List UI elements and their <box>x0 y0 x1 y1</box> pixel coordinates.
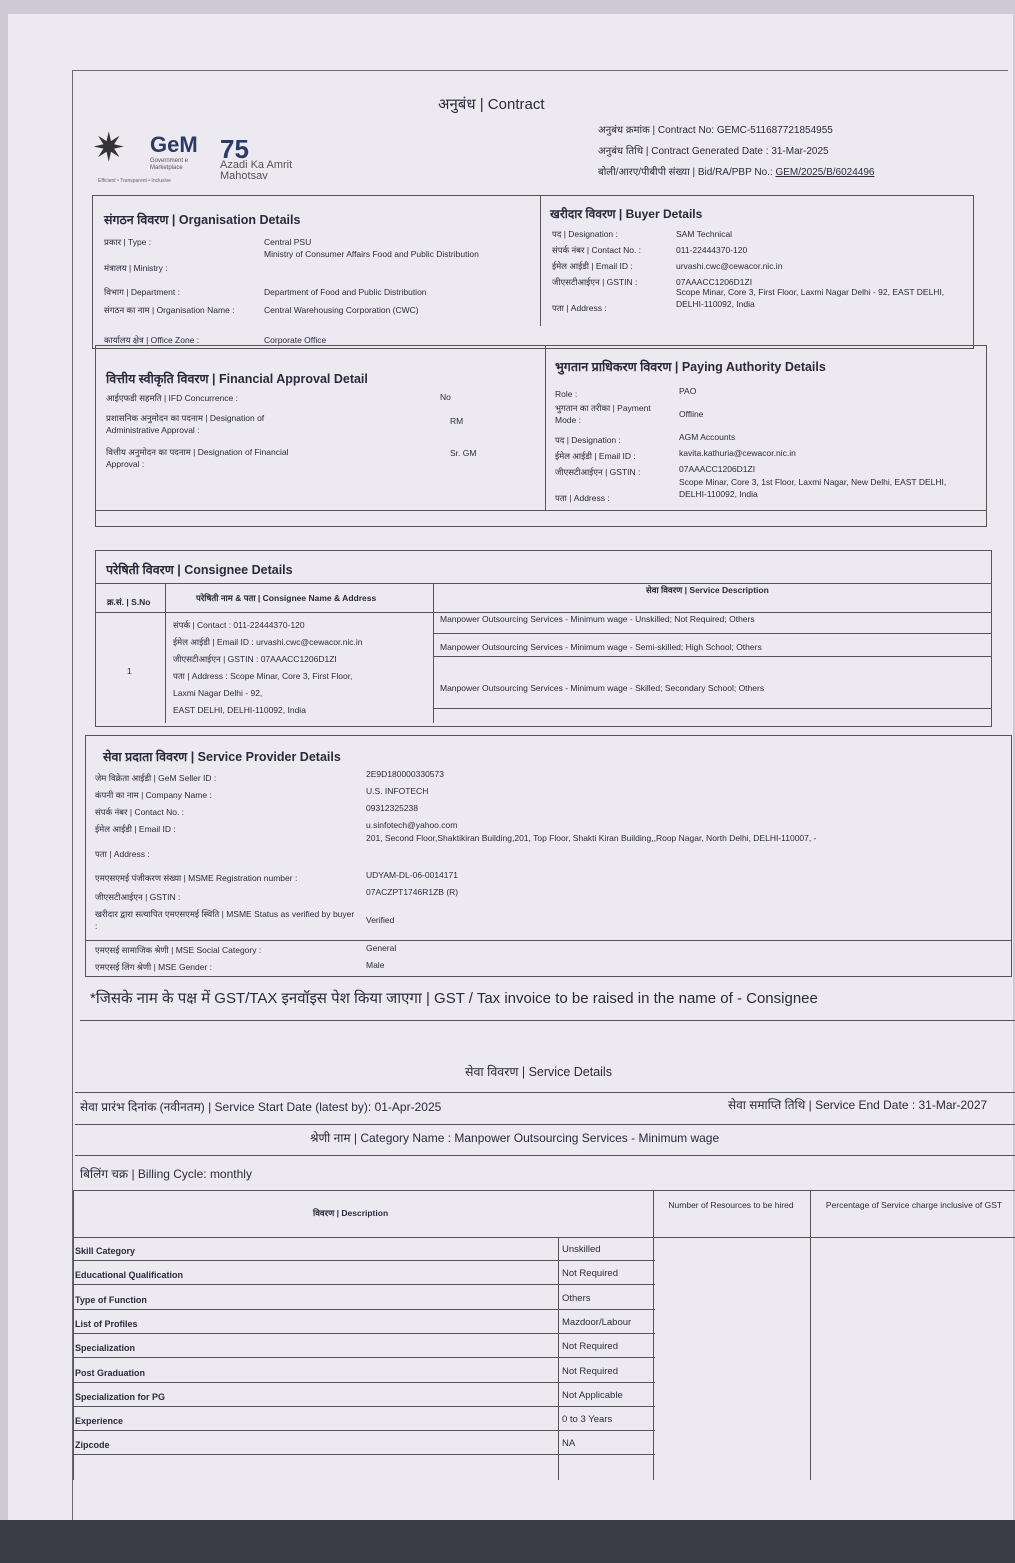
provider-row-label: ईमेल आईडी | Email ID : <box>95 824 176 834</box>
finance-row-value: No <box>440 392 451 402</box>
desc-table-header-bottom <box>73 1237 1015 1238</box>
consignee-col1 <box>165 583 166 723</box>
desc-row-label: Experience <box>75 1416 124 1427</box>
org-row-value: Ministry of Consumer Affairs Food and Public Distribution <box>264 249 479 259</box>
percent-col-header: Percentage of Service charge inclusive of GST <box>825 1200 1003 1210</box>
desc-row-value: NA <box>562 1438 576 1450</box>
provider-row-label: पता | Address : <box>95 849 150 859</box>
org-row-label: संगठन का नाम | Organisation Name : <box>104 305 235 315</box>
desc-row-divider <box>73 1357 655 1358</box>
finance-heading: वित्तीय स्वीकृति विवरण | Financial Approval Detail <box>106 372 368 386</box>
org-row-label: कार्यालय क्षेत्र | Office Zone : <box>104 335 200 345</box>
desc-row-divider <box>73 1382 655 1383</box>
service-start: सेवा प्रारंभ दिनांक (नवीनतम) | Service Start Date (latest by): 01-Apr-2025 <box>80 1100 442 1114</box>
gem-logo-tagline: Efficient • Transparent • Inclusive <box>98 178 171 184</box>
provider-row-label: एमएसई लिंग श्रेणी | MSE Gender : <box>95 962 213 972</box>
bid-number: बोली/आरए/पीबीपी संख्या | Bid/RA/PBP No.: GEM/2025/B/6024496 <box>598 167 875 178</box>
paying-heading: भुगतान प्राधिकरण विवरण | Paying Authority Details <box>555 360 826 374</box>
buyer-row-value: 07AAACC1206D1ZI <box>676 277 753 287</box>
consignee-svc-line3 <box>433 708 991 709</box>
desc-row-label: Specialization <box>75 1343 136 1354</box>
org-row-label: विभाग | Department : <box>104 287 180 297</box>
desc-col-left <box>73 1190 74 1480</box>
buyer-row-label: जीएसटीआईएन | GSTIN : <box>552 277 638 287</box>
consignee-header-top <box>95 583 992 584</box>
provider-row-label: एमएसई सामाजिक श्रेणी | MSE Social Category : <box>95 945 262 955</box>
desc-table-top <box>73 1190 1015 1191</box>
consignee-address-line: ईमेल आईडी | Email ID : urvashi.cwc@cewacor.nic.in <box>173 637 363 647</box>
consignee-address-line: संपर्क | Contact : 011-22444370-120 <box>173 620 305 630</box>
resources-col-header: Number of Resources to be hired <box>668 1200 794 1210</box>
desc-row-divider <box>73 1406 655 1407</box>
contract-meta <box>598 120 874 183</box>
consignee-service-item: Manpower Outsourcing Services - Minimum wage - Skilled; Secondary School; Others <box>440 683 765 693</box>
contract-number: अनुबंध क्रमांक | Contract No: GEMC-511687721854955 <box>598 125 833 136</box>
finance-row-label: आईएफडी सहमति | IFD Concurrence : <box>106 393 238 403</box>
provider-row-value: 09312325238 <box>366 803 419 813</box>
desc-row-value: Others <box>562 1292 591 1304</box>
provider-row-value: 07ACZPT1746R1ZB (R) <box>366 887 459 897</box>
finance-paying-bottom <box>95 510 987 511</box>
azadi-logo-text: Azadi Ka Amrit Mahotsav <box>220 159 293 182</box>
desc-row-value: Unskilled <box>562 1244 601 1255</box>
desc-row-divider <box>73 1333 655 1334</box>
paying-row-value: AGM Accounts <box>679 432 736 442</box>
service-end: सेवा समाप्ति तिथि | Service End Date : 31-Mar-2027 <box>728 1098 988 1112</box>
paying-row-label: भुगतान का तरीका | Payment Mode : <box>555 403 651 425</box>
contract-date: अनुबंध तिथि | Contract Generated Date : 31-Mar-2025 <box>598 146 829 157</box>
paying-row-label: पद | Designation : <box>555 435 621 445</box>
desc-row-value: Not Required <box>562 1341 618 1353</box>
service-line1 <box>75 1092 1015 1093</box>
buyer-row-label: पद | Designation : <box>552 229 618 239</box>
billing-cycle: बिलिंग चक्र | Billing Cycle: monthly <box>80 1167 252 1181</box>
finance-row-value: RM <box>450 416 464 426</box>
org-row-value: Department of Food and Public Distribution <box>264 287 427 297</box>
header-logos <box>92 128 342 190</box>
paying-row-value: kavita.kathuria@cewacor.nic.in <box>679 448 796 458</box>
category-name: श्रेणी नाम | Category Name : Manpower Outsourcing Services - Minimum wage <box>310 1131 720 1145</box>
desc-row-value: 0 to 3 Years <box>562 1414 613 1426</box>
paying-row-value: 07AAACC1206D1ZI <box>679 464 756 474</box>
photo-shadow <box>0 1520 1015 1563</box>
provider-row-label: संपर्क नंबर | Contact No. : <box>95 807 185 817</box>
org-heading: संगठन विवरण | Organisation Details <box>104 213 301 227</box>
gst-note-line <box>80 1020 1015 1021</box>
buyer-heading: खरीदार विवरण | Buyer Details <box>550 207 703 221</box>
provider-row-value: UDYAM-DL-06-0014171 <box>366 870 458 880</box>
consignee-col-service: सेवा विवरण | Service Description <box>646 585 769 595</box>
consignee-svc-line2 <box>433 656 991 657</box>
desc-col-value <box>558 1237 559 1480</box>
org-row-value: Central PSU <box>264 237 312 247</box>
desc-row-divider <box>73 1454 655 1455</box>
buyer-row-label: पता | Address : <box>552 303 607 313</box>
consignee-address-line: जीएसटीआईएन | GSTIN : 07AAACC1206D1ZI <box>173 654 337 664</box>
org-buyer-divider <box>540 196 541 326</box>
consignee-address-line: EAST DELHI, DELHI-110092, India <box>173 705 306 715</box>
paying-row-label: ईमेल आईडी | Email ID : <box>555 451 636 461</box>
consignee-svc-line1 <box>433 633 991 634</box>
gem-logo-subtitle: Government e Marketplace <box>150 158 189 171</box>
bid-number-link[interactable]: GEM/2025/B/6024496 <box>775 167 875 178</box>
provider-row-label: कंपनी का नाम | Company Name : <box>95 790 212 800</box>
desc-row-label: Specialization for PG <box>75 1391 166 1402</box>
desc-col-res <box>653 1190 654 1480</box>
consignee-address-line: Laxmi Nagar Delhi - 92, <box>173 688 263 698</box>
desc-row-value: Not Required <box>562 1365 618 1377</box>
finance-paying-divider <box>545 346 546 511</box>
consignee-header-bottom <box>95 612 992 613</box>
desc-row-value: Not Required <box>562 1268 618 1280</box>
desc-col-pct <box>810 1190 811 1480</box>
finance-row-value: Sr. GM <box>450 448 477 458</box>
org-row-label: मंत्रालय | Ministry : <box>104 263 168 273</box>
finance-row-label: प्रशासनिक अनुमोदन का पदनाम | Designation of Administrative Approval : <box>106 413 265 435</box>
consignee-heading: परेषिती विवरण | Consignee Details <box>106 563 293 577</box>
provider-row-value: 201, Second Floor,Shaktikiran Building,201, Top Floor, Shakti Kiran Building,,Roop Nagar, North Delhi, DELHI-110007, - <box>366 833 817 843</box>
provider-line1 <box>85 940 1012 941</box>
page-title: अनुबंध | Contract <box>438 96 545 113</box>
desc-row-label: Post Graduation <box>75 1367 146 1378</box>
desc-row-divider <box>73 1284 655 1285</box>
provider-heading: सेवा प्रदाता विवरण | Service Provider Details <box>103 750 341 764</box>
azadi-logo-icon: 75 <box>220 134 249 164</box>
desc-row-divider <box>73 1309 655 1310</box>
consignee-sno: 1 <box>127 666 132 676</box>
paying-row-value: Scope Minar, Core 3, 1st Floor, Laxmi Nagar, New Delhi, EAST DELHI, DELHI-110092, India <box>679 477 947 499</box>
buyer-row-value: Scope Minar, Core 3, First Floor, Laxmi Nagar Delhi - 92, EAST DELHI, DELHI-110092, India <box>676 287 945 309</box>
buyer-row-label: संपर्क नंबर | Contact No. : <box>552 245 642 255</box>
desc-row-divider <box>73 1260 655 1261</box>
gem-logo-icon: ✷ <box>92 126 126 170</box>
consignee-service-item: Manpower Outsourcing Services - Minimum wage - Unskilled; Not Required; Others <box>440 614 755 624</box>
desc-row-divider <box>73 1430 655 1431</box>
desc-col-header: विवरण | Description <box>313 1208 389 1218</box>
org-row-value: Corporate Office <box>264 335 327 345</box>
desc-row-label: List of Profiles <box>75 1318 138 1329</box>
org-row-label: प्रकार | Type : <box>104 237 152 247</box>
gst-note: *जिसके नाम के पक्ष में GST/TAX इनवॉइस पेश किया जाएगा | GST / Tax invoice to be raised in the name of - Consignee <box>90 990 818 1007</box>
consignee-address-line: पता | Address : Scope Minar, Core 3, First Floor, <box>173 671 353 681</box>
consignee-col2 <box>433 583 434 723</box>
desc-row-label: Educational Qualification <box>75 1270 184 1281</box>
paying-row-label: जीएसटीआईएन | GSTIN : <box>555 467 641 477</box>
consignee-col-name: परेषिती नाम & पता | Consignee Name & Address <box>196 593 377 603</box>
provider-row-value: U.S. INFOTECH <box>366 786 429 796</box>
paying-row-value: Offline <box>679 409 704 419</box>
desc-row-label: Type of Function <box>75 1294 147 1305</box>
service-heading: सेवा विवरण | Service Details <box>465 1065 612 1079</box>
buyer-row-value: SAM Technical <box>676 229 733 239</box>
provider-row-value: Male <box>366 960 385 970</box>
finance-row-label: वित्तीय अनुमोदन का पदनाम | Designation of Financial Approval : <box>106 447 289 469</box>
paying-row-label: Role : <box>555 389 578 399</box>
buyer-row-value: 011-22444370-120 <box>676 245 748 255</box>
service-line3 <box>75 1155 1015 1156</box>
org-row-value: Central Warehousing Corporation (CWC) <box>264 305 419 315</box>
provider-row-value: 2E9D180000330573 <box>366 769 444 779</box>
desc-row-value: Mazdoor/Labour <box>562 1316 632 1328</box>
provider-row-label: जीएसटीआईएन | GSTIN : <box>95 892 181 902</box>
desc-row-label: Zipcode <box>75 1440 110 1451</box>
provider-row-label: खरीदार द्वारा सत्यापित एमएसएमई स्थिति | MSME Status as verified by buyer : <box>95 909 355 931</box>
provider-row-value: Verified <box>366 915 395 925</box>
provider-row-value: u.sinfotech@yahoo.com <box>366 820 458 830</box>
buyer-row-value: urvashi.cwc@cewacor.nic.in <box>676 261 783 271</box>
provider-row-label: एमएसएमई पंजीकरण संख्या | MSME Registration number : <box>95 873 298 883</box>
consignee-service-item: Manpower Outsourcing Services - Minimum wage - Semi-skilled; High School; Others <box>440 642 762 652</box>
gem-logo-text: GeM <box>150 132 198 157</box>
consignee-col-sno: क्र.सं. | S.No <box>107 597 151 607</box>
paying-row-value: PAO <box>679 386 697 396</box>
service-line2 <box>75 1124 1015 1125</box>
desc-row-label: Skill Category <box>75 1246 136 1256</box>
paying-row-label: पता | Address : <box>555 493 610 503</box>
provider-row-value: General <box>366 943 397 953</box>
provider-row-label: जेम विक्रेता आईडी | GeM Seller ID : <box>95 773 217 783</box>
desc-row-value: Not Applicable <box>562 1389 623 1401</box>
buyer-row-label: ईमेल आईडी | Email ID : <box>552 261 633 271</box>
